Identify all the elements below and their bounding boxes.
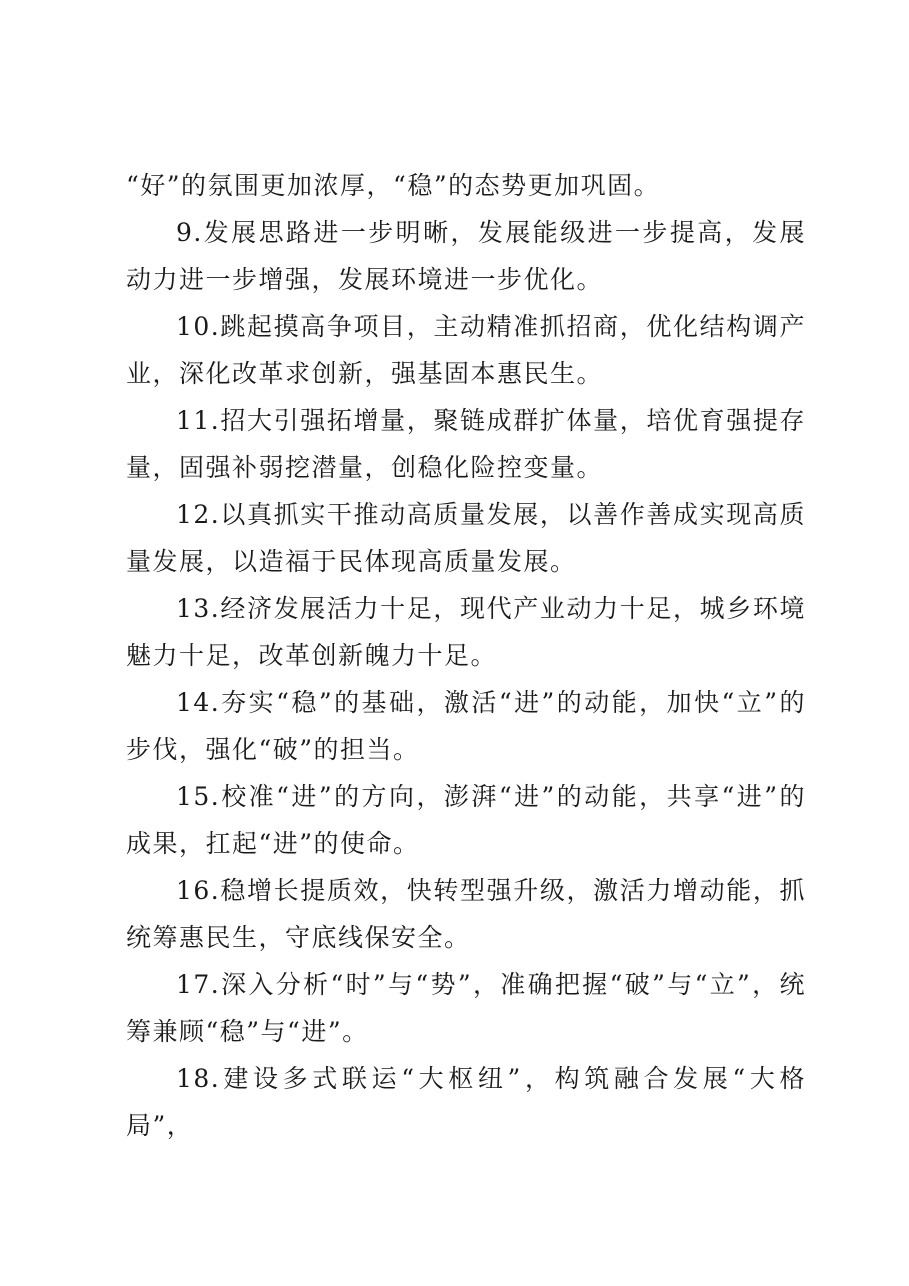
- paragraph-item-16: 16.稳增长提质效，快转型强升级，激活力增动能，抓统筹惠民生，守底线保安全。: [126, 876, 806, 952]
- document-body: [126, 162, 806, 1149]
- paragraph-item-14: 14.夯实“稳”的基础，激活“进”的动能，加快“立”的步伐，强化“破”的担当。: [126, 688, 806, 764]
- paragraph-continuation: “好”的氛围更加浓厚，“稳”的态势更加巩固。: [126, 171, 661, 200]
- paragraph-item-9: 9.发展思路进一步明晰，发展能级进一步提高，发展动力进一步增强，发展环境进一步优化。: [126, 218, 806, 294]
- paragraph-item-15: 15.校准“进”的方向，澎湃“进”的动能，共享“进”的成果，扛起“进”的使命。: [126, 782, 806, 858]
- paragraph-item-13: 13.经济发展活力十足，现代产业动力十足，城乡环境魅力十足，改革创新魄力十足。: [126, 594, 806, 670]
- paragraph-item-10: 10.跳起摸高争项目，主动精准抓招商，优化结构调产业，深化改革求创新，强基固本惠民生。: [126, 312, 806, 388]
- paragraph-item-12: 12.以真抓实干推动高质量发展，以善作善成实现高质量发展，以造福于民体现高质量发展。: [126, 500, 806, 576]
- paragraph-item-17: 17.深入分析“时”与“势”，准确把握“破”与“立”，统筹兼顾“稳”与“进”。: [126, 970, 806, 1046]
- paragraph-item-18: 18.建设多式联运“大枢纽”，构筑融合发展“大格局”，: [126, 1064, 806, 1140]
- paragraph-item-11: 11.招大引强拓增量，聚链成群扩体量，培优育强提存量，固强补弱挖潜量，创稳化险控变量。: [126, 406, 806, 482]
